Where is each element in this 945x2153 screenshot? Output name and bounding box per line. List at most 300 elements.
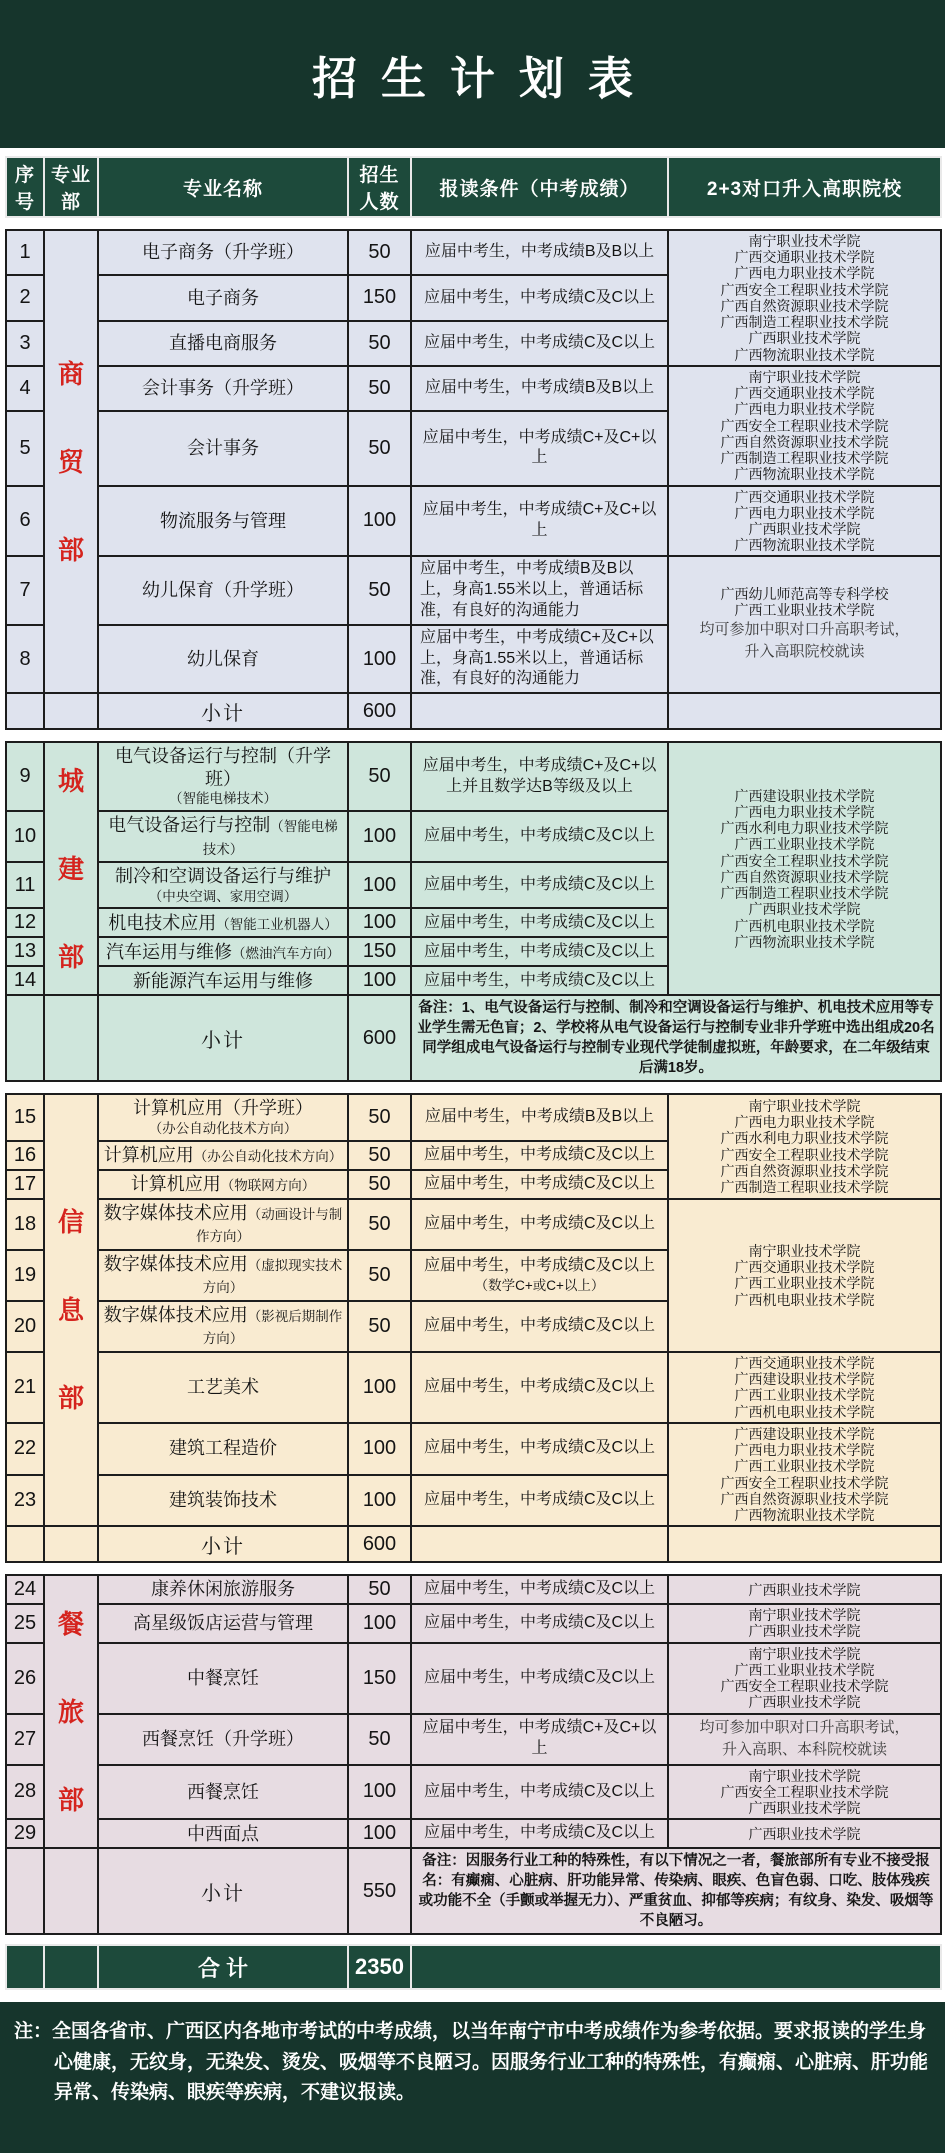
department-label: [49, 1207, 93, 1414]
serial-number: 9: [6, 742, 44, 811]
college-name: 广西制造工程职业技术学院: [720, 885, 889, 902]
enrollment-count: 100: [348, 1819, 411, 1848]
college-list-cell: [668, 1714, 941, 1765]
condition-text: 应届中考生，中考成绩C及C以上: [423, 1580, 656, 1598]
condition-cell: [411, 908, 668, 937]
condition-cell: [411, 966, 668, 995]
table-row: [6, 1094, 941, 1140]
enrollment-count: 150: [348, 937, 411, 966]
major-name-cell: [98, 275, 348, 320]
grand-total-row: [5, 1944, 942, 1990]
condition-cell: [411, 1170, 668, 1199]
condition-cell: [411, 1301, 668, 1352]
college-name: 广西安全工程职业技术学院: [720, 417, 889, 434]
major-name-cell: [98, 486, 348, 557]
college-name: 广西工业职业技术学院: [734, 1661, 875, 1678]
section-remark-cell: [411, 1848, 941, 1934]
condition-cell: [411, 742, 668, 811]
condition-text: 应届中考生，中考成绩C及C以上: [423, 1490, 656, 1508]
college-name: 广西工业职业技术学院: [734, 1458, 875, 1475]
major-name: 西餐烹饪（升学班）: [142, 1728, 304, 1749]
condition-text: 应届中考生，中考成绩C及C以上: [423, 875, 656, 893]
enrollment-count: 100: [348, 862, 411, 908]
major-name: 计算机应用（升学班）: [133, 1098, 313, 1119]
major-name: 计算机应用: [130, 1174, 221, 1195]
enrollment-count: 100: [348, 811, 411, 862]
serial-number: 27: [6, 1714, 44, 1765]
enrollment-count: 50: [348, 366, 411, 411]
condition-cell: [411, 321, 668, 366]
condition-text: 应届中考生，中考成绩C及C以上: [423, 971, 656, 989]
enrollment-count: 50: [348, 1714, 411, 1765]
college-name: 广西物流职业技术学院: [734, 466, 875, 483]
enrollment-count: 100: [348, 908, 411, 937]
major-name: 数字媒体技术应用: [103, 1253, 248, 1274]
serial-number: 1: [6, 230, 44, 275]
college-name: 广西幼儿师范高等专科学校: [720, 586, 889, 603]
table-row: [6, 366, 941, 411]
college-name: 广西职业技术学院: [748, 330, 861, 347]
serial-number: 7: [6, 556, 44, 624]
college-name: 广西交通职业技术学院: [734, 249, 875, 266]
major-name-cell: [98, 321, 348, 366]
enrollment-count: 50: [348, 742, 411, 811]
college-name: 广西建设职业技术学院: [734, 1425, 875, 1442]
college-name: 广西建设职业技术学院: [734, 787, 875, 804]
enrollment-count: 100: [348, 1423, 411, 1475]
major-name-cell: [98, 1714, 348, 1765]
condition-text: 应届中考生，中考成绩C+及C+以上，身高1.55米以上，普通话标准，有良好的沟通能力: [420, 628, 654, 688]
condition-text: 应届中考生，中考成绩C及C以上: [423, 1782, 656, 1800]
major-name: 制冷和空调设备运行与维护: [115, 866, 331, 887]
condition-text: 应届中考生，中考成绩C及C以上: [423, 827, 656, 845]
major-direction: （办公自动化技术方向）: [148, 1120, 298, 1136]
college-name: 广西水利电力职业技术学院: [720, 1130, 889, 1147]
page-title: 招生计划表: [311, 52, 657, 104]
empty-cell: [44, 693, 98, 729]
college-name: 广西职业技术学院: [748, 1694, 861, 1711]
condition-text: 应届中考生，中考成绩C及C以上: [423, 333, 656, 351]
department-char: 部: [57, 1383, 84, 1414]
major-name-cell: [98, 742, 348, 811]
empty-cell: [411, 1526, 668, 1562]
college-name: 广西电力职业技术学院: [734, 265, 875, 282]
college-name: 广西制造工程职业技术学院: [720, 450, 889, 467]
condition-text: 应届中考生，中考成绩B及B以上: [424, 1108, 655, 1126]
department-cell: [44, 1575, 98, 1848]
college-name: 广西工业职业技术学院: [734, 1387, 875, 1404]
major-name: 幼儿保育: [187, 648, 259, 669]
college-name: 广西机电职业技术学院: [734, 1403, 875, 1420]
condition-text: 应届中考生，中考成绩C及C以上: [423, 1377, 656, 1395]
serial-number: 22: [6, 1423, 44, 1475]
college-name: 南宁职业技术学院: [748, 1767, 861, 1784]
college-name: 广西工业职业技术学院: [734, 836, 875, 853]
serial-number: 11: [6, 862, 44, 908]
condition-cell: [411, 1475, 668, 1527]
table-row: [6, 1604, 941, 1642]
serial-number: 18: [6, 1199, 44, 1250]
serial-number: 23: [6, 1475, 44, 1527]
college-list-cell: [668, 1819, 941, 1848]
serial-number: 14: [6, 966, 44, 995]
major-name-cell: [98, 1475, 348, 1527]
major-name-cell: [98, 908, 348, 937]
serial-number: 4: [6, 366, 44, 411]
department-char: 部: [57, 1784, 84, 1815]
enrollment-count: 50: [348, 1250, 411, 1301]
major-name-cell: [98, 1250, 348, 1301]
empty-cell: [6, 1848, 44, 1934]
major-direction: （燃油汽车方向）: [232, 945, 340, 961]
department-char: 息: [57, 1295, 84, 1326]
college-name: 广西建设职业技术学院: [734, 1371, 875, 1388]
college-name: 广西工业职业技术学院: [734, 602, 875, 619]
serial-number: 5: [6, 411, 44, 485]
table-row: [6, 1423, 941, 1475]
college-name: 广西自然资源职业技术学院: [720, 1490, 889, 1507]
table-row: [6, 742, 941, 811]
college-list-cell: [668, 366, 941, 486]
condition-text: 应届中考生，中考成绩C及C以上: [423, 1439, 656, 1457]
college-name: 广西安全工程职业技术学院: [720, 281, 889, 298]
enrollment-count: 100: [348, 486, 411, 557]
college-name: 广西电力职业技术学院: [734, 1114, 875, 1131]
college-name: 广西物流职业技术学院: [734, 346, 875, 363]
subtotal-value: 550: [348, 1848, 411, 1934]
department-label: [49, 765, 93, 972]
major-name: 高星级饭店运营与管理: [133, 1613, 313, 1634]
college-list-cell: [668, 1199, 941, 1352]
enrollment-count: 100: [348, 1352, 411, 1423]
footer-note-text: 全国各省市、广西区内各地市考试的中考成绩，以当年南宁市中考成绩作为参考依据。要求报读的学生身心健康，无纹身，无染发、烫发、吸烟等不良陋习。因服务行业工种的特殊性，有癫痫、心脏病、肝功能异常、传染病、眼疾等疾病，不建议报读。: [52, 2021, 929, 2104]
sections-container: [0, 229, 945, 1935]
major-name: 电子商务: [187, 287, 259, 308]
enrollment-count: 50: [348, 1301, 411, 1352]
major-name: 中西面点: [187, 1823, 259, 1844]
college-list-cell: [668, 486, 941, 557]
major-name: 数字媒体技术应用: [103, 1304, 248, 1325]
college-name: 广西物流职业技术学院: [734, 933, 875, 950]
major-direction: （智能电梯技术）: [169, 791, 277, 807]
college-name: 广西交通职业技术学院: [734, 1354, 875, 1371]
major-name-cell: [98, 1575, 348, 1604]
college-name: 广西电力职业技术学院: [734, 401, 875, 418]
serial-number: 26: [6, 1643, 44, 1714]
college-name: 广西电力职业技术学院: [734, 1442, 875, 1459]
major-name-cell: [98, 1765, 348, 1820]
serial-number: 2: [6, 275, 44, 320]
major-name: 中餐烹饪: [187, 1667, 259, 1688]
table-row: [6, 1819, 941, 1848]
department-label: [49, 358, 93, 565]
college-name: 南宁职业技术学院: [748, 1097, 861, 1114]
major-direction: （智能工业机器人）: [216, 916, 338, 932]
condition-cell: [411, 1765, 668, 1820]
condition-cell: [411, 1575, 668, 1604]
department-char: 部: [57, 534, 84, 565]
condition-text: 应届中考生，中考成绩C+及C+以上并且数学达B等级及以上: [422, 756, 657, 795]
serial-number: 24: [6, 1575, 44, 1604]
empty-cell: [44, 1945, 98, 1989]
table-header-row: [5, 156, 942, 218]
major-name: 康养休闲旅游服务: [151, 1579, 295, 1600]
college-name: 广西物流职业技术学院: [734, 1506, 875, 1523]
empty-cell: [6, 1945, 44, 1989]
condition-text: 应届中考生，中考成绩B及B以上，身高1.55米以上，普通话标准，有良好的沟通能力: [420, 560, 644, 620]
condition-text: 应届中考生，中考成绩C及C以上: [423, 1214, 656, 1232]
major-name-cell: [98, 1141, 348, 1170]
enrollment-count: 50: [348, 411, 411, 485]
major-name-cell: [98, 966, 348, 995]
condition-cell: [411, 1352, 668, 1423]
department-cell: [44, 742, 98, 995]
serial-number: 3: [6, 321, 44, 366]
table-row: [6, 1714, 941, 1765]
serial-number: 13: [6, 937, 44, 966]
col-header-serial: 序号: [6, 157, 44, 217]
college-name: 南宁职业技术学院: [748, 1242, 861, 1259]
major-name: 电气设备运行与控制: [108, 815, 271, 836]
enrollment-count: 50: [348, 1199, 411, 1250]
serial-number: 28: [6, 1765, 44, 1820]
major-name: 电气设备运行与控制（升学班）: [115, 746, 331, 789]
college-name: 广西安全工程职业技术学院: [720, 1678, 889, 1695]
college-name: 广西机电职业技术学院: [734, 1291, 875, 1308]
major-name: 直播电商服务: [169, 332, 277, 353]
condition-text: 应届中考生，中考成绩C及C以上: [423, 1174, 656, 1192]
college-name: 广西职业技术学院: [748, 1825, 861, 1842]
major-name: 幼儿保育（升学班）: [142, 580, 304, 601]
empty-cell: [668, 1526, 941, 1562]
college-name: 南宁职业技术学院: [748, 233, 861, 249]
major-name: 会计事务（升学班）: [142, 378, 304, 399]
condition-cell: [411, 1141, 668, 1170]
major-name-cell: [98, 1170, 348, 1199]
major-name-cell: [98, 1423, 348, 1475]
college-name: 广西职业技术学院: [748, 1581, 861, 1598]
serial-number: 16: [6, 1141, 44, 1170]
major-name-cell: [98, 1301, 348, 1352]
subtotal-row: [6, 1848, 941, 1934]
empty-cell: [6, 1526, 44, 1562]
condition-subtext: （数学C+或C+以上）: [474, 1277, 605, 1293]
college-name: 广西物流职业技术学院: [734, 537, 875, 554]
department-char: 餐: [57, 1608, 84, 1639]
condition-cell: [411, 366, 668, 411]
condition-cell: [411, 1643, 668, 1714]
college-name: 广西职业技术学院: [748, 1623, 861, 1640]
col-header-department: 专业部: [44, 157, 98, 217]
section-remark-cell: [411, 995, 941, 1081]
enrollment-count: 100: [348, 625, 411, 693]
major-name-cell: [98, 556, 348, 624]
condition-text: 应届中考生，中考成绩C及C以上: [423, 1824, 656, 1842]
condition-text: 应届中考生，中考成绩C及C以上: [423, 1257, 656, 1275]
major-name-cell: [98, 1604, 348, 1642]
serial-number: 21: [6, 1352, 44, 1423]
college-note: 均可参加中职对口升高职考试，: [699, 1718, 910, 1736]
department-char: 信: [57, 1207, 84, 1238]
empty-cell: [411, 693, 668, 729]
major-name: 机电技术应用: [108, 912, 217, 933]
major-name: 工艺美术: [187, 1377, 259, 1398]
table-row: [6, 1352, 941, 1423]
college-note: 升入高职、本科院校就读: [721, 1741, 887, 1759]
department-cell: [44, 230, 98, 693]
college-list-cell: [668, 1604, 941, 1642]
footer-note-band: [0, 2002, 945, 2153]
empty-cell: [44, 1848, 98, 1934]
major-name: 建筑工程造价: [169, 1438, 277, 1459]
college-name: 广西水利电力职业技术学院: [720, 820, 889, 837]
college-name: 广西职业技术学院: [748, 520, 861, 537]
college-list-cell: [668, 1575, 941, 1604]
subtotal-value: 600: [348, 995, 411, 1081]
college-name: 南宁职业技术学院: [748, 368, 861, 385]
enrollment-count: 50: [348, 230, 411, 275]
footer-note-label: 注：: [14, 2021, 53, 2043]
condition-cell: [411, 1714, 668, 1765]
department-char: 贸: [57, 446, 84, 477]
col-header-condition: 报读条件（中考成绩）: [411, 157, 668, 217]
section-table-3: [5, 1093, 942, 1563]
total-row: [6, 1945, 941, 1989]
major-direction: （虚拟现实技术方向）: [202, 1257, 343, 1296]
condition-cell: [411, 1604, 668, 1642]
condition-text: 应届中考生，中考成绩B及B以上: [424, 379, 655, 397]
enrollment-count: 100: [348, 1604, 411, 1642]
college-name: 广西交通职业技术学院: [734, 385, 875, 402]
total-value: 2350: [348, 1945, 411, 1989]
serial-number: 6: [6, 486, 44, 557]
department-char: 部: [57, 941, 84, 972]
condition-cell: [411, 1423, 668, 1475]
college-name: 广西安全工程职业技术学院: [720, 1474, 889, 1491]
department-char: 旅: [57, 1696, 84, 1727]
college-name: 广西制造工程职业技术学院: [720, 314, 889, 331]
subtotal-row: [6, 693, 941, 729]
serial-number: 19: [6, 1250, 44, 1301]
major-name-cell: [98, 862, 348, 908]
empty-cell: [44, 1526, 98, 1562]
condition-text: 应届中考生，中考成绩C及C以上: [423, 1316, 656, 1334]
title-band: [0, 0, 945, 148]
condition-cell: [411, 811, 668, 862]
enrollment-count: 100: [348, 966, 411, 995]
subtotal-row: [6, 995, 941, 1081]
condition-cell: [411, 486, 668, 557]
college-name: 广西交通职业技术学院: [734, 488, 875, 505]
college-name: 广西安全工程职业技术学院: [720, 1146, 889, 1163]
major-name: 汽车运用与维修: [106, 941, 232, 962]
college-name: 广西自然资源职业技术学院: [720, 297, 889, 314]
remark-text: 1、电气设备运行与控制、制冷和空调设备运行与维护、机电技术应用等专业学生需无色盲；2、学校将从电气设备运行与控制专业非升学班中选出组成20名同学组成电气设备运行与控制专业现代学徒制虚拟班，年龄要求，在二年级结束后满18岁。: [417, 1000, 935, 1077]
enrollment-count: 50: [348, 1170, 411, 1199]
college-name: 广西自然资源职业技术学院: [720, 1162, 889, 1179]
condition-text: 应届中考生，中考成绩C+及C+以上: [422, 428, 657, 467]
subtotal-label: 小计: [98, 693, 348, 729]
department-char: 城: [57, 765, 84, 796]
college-name: 广西安全工程职业技术学院: [720, 852, 889, 869]
table-row: [6, 486, 941, 557]
major-direction: （动画设计与制作方向）: [196, 1206, 343, 1245]
condition-cell: [411, 937, 668, 966]
col-header-count: 招生人数: [348, 157, 411, 217]
empty-cell: [6, 995, 44, 1081]
subtotal-row: [6, 1526, 941, 1562]
major-name-cell: [98, 811, 348, 862]
department-char: 商: [57, 358, 84, 389]
condition-cell: [411, 275, 668, 320]
college-list-cell: [668, 1423, 941, 1526]
subtotal-label: 小计: [98, 1848, 348, 1934]
empty-cell: [44, 995, 98, 1081]
serial-number: 25: [6, 1604, 44, 1642]
department-char: 建: [57, 853, 84, 884]
section-table-1: [5, 229, 942, 730]
condition-text: 应届中考生，中考成绩C+及C+以上: [422, 1719, 657, 1758]
major-direction: （智能电梯技术）: [202, 819, 338, 857]
major-name-cell: [98, 411, 348, 485]
table-row: [6, 1199, 941, 1250]
subtotal-value: 600: [348, 693, 411, 729]
empty-cell: [668, 693, 941, 729]
major-name: 数字媒体技术应用: [103, 1202, 248, 1223]
major-name: 新能源汽车运用与维修: [133, 970, 313, 991]
college-note: 均可参加中职对口升高职考试，: [699, 620, 910, 638]
subtotal-value: 600: [348, 1526, 411, 1562]
major-direction: （物联网方向）: [220, 1178, 316, 1194]
college-list-cell: [668, 1094, 941, 1198]
college-name: 广西安全工程职业技术学院: [720, 1783, 889, 1800]
condition-cell: [411, 1819, 668, 1848]
condition-cell: [411, 556, 668, 624]
col-header-college: 2+3对口升入高职院校: [668, 157, 941, 217]
college-name: 广西自然资源职业技术学院: [720, 433, 889, 450]
condition-text: 应届中考生，中考成绩C及C以上: [423, 1614, 656, 1632]
serial-number: 8: [6, 625, 44, 693]
major-name-cell: [98, 625, 348, 693]
subtotal-label: 小计: [98, 1526, 348, 1562]
col-header-major: 专业名称: [98, 157, 348, 217]
college-name: 广西机电职业技术学院: [734, 917, 875, 934]
major-name: 建筑装饰技术: [169, 1490, 277, 1511]
remark-text: 因服务行业工种的特殊性，有以下情况之一者，餐旅部所有专业不接受报名：有癫痫、心脏病、肝功能异常、传染病、眼疾、色盲色弱、口吃、肢体残疾或功能不全（手颤或举握无力）、严重贫血、抑郁等疾病；有纹身、染发、吸烟等不良陋习。: [418, 1853, 934, 1930]
major-name-cell: [98, 366, 348, 411]
total-label: 合计: [98, 1945, 348, 1989]
condition-cell: [411, 862, 668, 908]
empty-cell: [6, 693, 44, 729]
remark-label: 备注：: [422, 1853, 466, 1870]
condition-cell: [411, 1094, 668, 1140]
college-list-cell: [668, 230, 941, 366]
college-name: 广西电力职业技术学院: [734, 504, 875, 521]
condition-cell: [411, 230, 668, 275]
serial-number: 17: [6, 1170, 44, 1199]
college-list-cell: [668, 1765, 941, 1820]
college-list-cell: [668, 742, 941, 995]
enrollment-count: 50: [348, 1575, 411, 1604]
major-name-cell: [98, 230, 348, 275]
serial-number: 20: [6, 1301, 44, 1352]
department-label: [49, 1608, 93, 1815]
college-name: 广西职业技术学院: [748, 901, 861, 918]
serial-number: 12: [6, 908, 44, 937]
table-row: [6, 1765, 941, 1820]
college-list-cell: [668, 1352, 941, 1423]
condition-text: 应届中考生，中考成绩C及C以上: [423, 1145, 656, 1163]
